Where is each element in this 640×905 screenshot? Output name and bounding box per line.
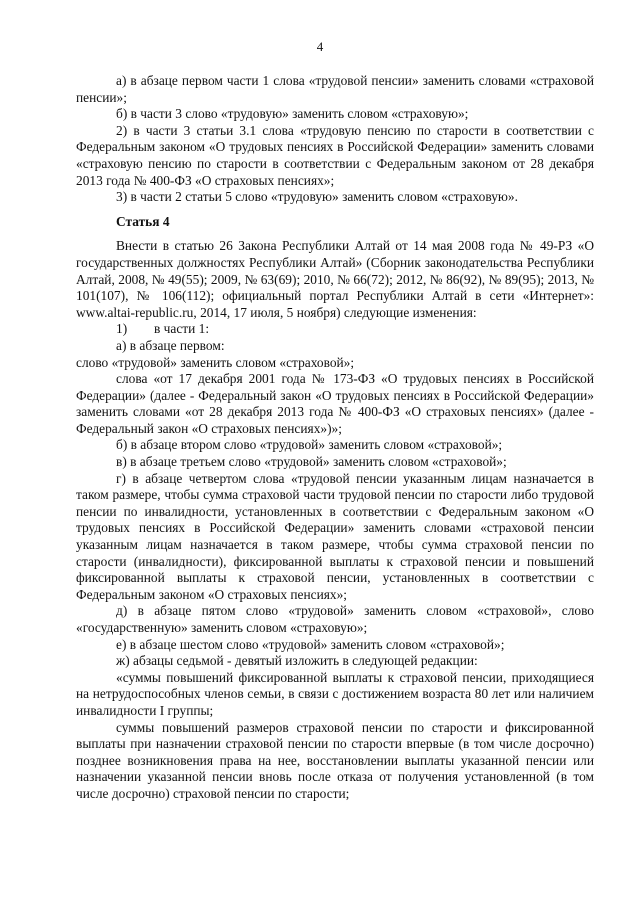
page-number: 4 xyxy=(316,39,324,54)
paragraph: д) в абзаце пятом слово «трудовой» заменить словом «страховой», слово «государственную» заменить словом «страховую»; xyxy=(76,603,594,635)
paragraph: б) в части 3 слово «трудовую» заменить словом «страховую»; xyxy=(116,106,469,122)
paragraph: ж) абзацы седьмой - девятый изложить в следующей редакции: xyxy=(116,653,478,669)
paragraph: слова «от 17 декабря 2001 года № 173-ФЗ «О трудовых пенсиях в Российской Федерации» (далее - Федеральный закон «О трудовых пенсиях в Российской Федерации» заменить словами «от 28 декабря 2013 года № 400-ФЗ «О страховых пенсиях» (далее - Федеральный закон «О страховых пенсиях»)»; xyxy=(76,371,594,436)
paragraph: суммы повышений размеров страховой пенсии по старости и фиксированной выплаты при назначении страховой пенсии по старости впервые (в том числе досрочно) позднее возникновения права на нее, восстановлении выплаты указанной пенсии или назначении указанной пенсии вновь после отказа от получения установленной (в том числе досрочно) страховой пенсии по старости; xyxy=(76,719,594,801)
article-heading: Статья 4 xyxy=(116,213,170,229)
intro-paragraph: Внести в статью 26 Закона Республики Алтай от 14 мая 2008 года № 49-РЗ «О государственных должностях Республики Алтай» (Сборник законодательства Республики Алтай, 2008, № 49(55); 2009, № 63(69); 2010, № 66(72); 2012, № 86(92), № 89(95); 2013, № 101(107), № 106(112); официальный портал Республики Алтай в сети «Интернет»: www.altai-republic.ru, 2014, 17 июля, 5 ноября) следующие изменения: xyxy=(76,238,594,320)
document-body xyxy=(76,73,594,803)
numbered-item xyxy=(76,321,594,338)
paragraph: г) в абзаце четвертом слова «трудовой пенсии указанным лицам назначается в таком размере, чтобы сумма страховой части трудовой пенсии по старости либо трудовой пенсии по инвалидности, установленных в соответствии с Федеральным законом «О трудовых пенсиях в Российской Федерации» заменить словами «страховой пенсии указанным лицам назначается в таком размере, чтобы сумма страховой пенсии по старости (инвалидности), фиксированной выплаты к страховой пенсии и повышений фиксированной выплаты к страховой пенсии, установленных в соответствии с Федеральным законом «О страховых пенсиях»; xyxy=(76,470,594,602)
item-number: 1) xyxy=(116,321,128,337)
paragraph: 3) в части 2 статьи 5 слово «трудовую» заменить словом «страховую». xyxy=(116,189,518,205)
item-text: в части 1: xyxy=(154,321,210,337)
paragraph: е) в абзаце шестом слово «трудовой» заменить словом «страховой»; xyxy=(116,636,505,652)
paragraph: б) в абзаце втором слово «трудовой» заменить словом «страховой»; xyxy=(116,437,503,453)
paragraph: слово «трудовой» заменить словом «страховой»; xyxy=(76,354,355,370)
paragraph: «суммы повышений фиксированной выплаты к страховой пенсии, приходящиеся на нетрудоспособных членов семьи, в связи с достижением возраста 80 лет или наличием инвалидности I группы; xyxy=(76,669,594,718)
paragraph: 2) в части 3 статьи 3.1 слова «трудовую пенсию по старости в соответствии с Федеральным законом «О трудовых пенсиях в Российской Федерации» заменить словами «страховую пенсию по старости в соответствии с Федеральным законом от 28 декабря 2013 года № 400-ФЗ «О страховых пенсиях»; xyxy=(76,122,594,188)
paragraph: а) в абзаце первом: xyxy=(116,337,225,353)
paragraph: а) в абзаце первом части 1 слова «трудовой пенсии» заменить словами «страховой пенсии»; xyxy=(76,73,594,105)
paragraph: в) в абзаце третьем слово «трудовой» заменить словом «страховой»; xyxy=(116,454,507,470)
